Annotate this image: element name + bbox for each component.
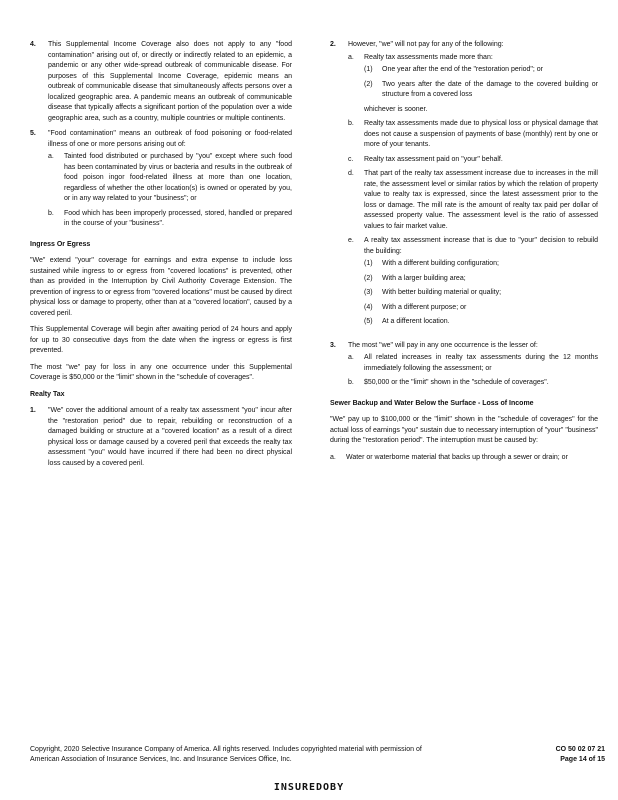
sub-tail-text: whichever is sooner. [364,105,428,113]
sub-sub-item-4 [364,303,598,314]
sub-text: Realty tax assessment paid on "your" behalf. [364,155,503,163]
item-number: 2. [330,41,336,48]
item-number: 3. [330,341,336,349]
sub-sub-item-2 [364,80,598,101]
sub-text: All related increases in realty tax assessments during the 12 months immediately following the assessment; or [364,354,598,372]
sub-item-c [348,155,598,166]
sub-sub-item-1 [364,259,598,270]
sub-sub-text: Two years after the date of the damage to the covered building or structure from a covered loss [382,80,598,98]
sub-sub-text: At a different location. [382,318,450,325]
sub-sub-text: With a larger building area; [382,274,466,282]
sub-letter: a. [348,53,354,61]
right-column [330,40,598,467]
item-text: This Supplemental Income Coverage also does not apply to any "food contamination" arising out of, or directly or indirectly related to an epidemic, a pandemic or any other wide-spread outbreak of communicable disease. For purposes of this Supplemental Income Coverage, epidemic means an outbreak of communicable disease that simultaneously affects persons over a localized geographic area. A pandemic means an outbreak of communicable disease that typically affects a significant portion of the population over a wide geographic area, such as a country, multiple countries or multiple continents. [48,41,292,122]
sub-letter: c. [348,155,354,163]
sub-letter: b. [48,209,54,217]
item-number: 1. [30,407,36,414]
sub-item-b [348,119,598,151]
section-heading-sewer-backup: Sewer Backup and Water Below the Surface - Loss of Income [330,399,534,407]
sub-text: A realty tax assessment increase that is due to "your" decision to rebuild the building: [364,237,598,255]
sub-sub-text: With a different purpose; or [382,303,467,311]
list-item-4 [30,40,292,124]
sub-letter: a. [48,153,54,160]
left-column [30,40,292,474]
list-item-2 [330,40,598,336]
sub-text: Realty tax assessments made due to physical loss or physical damage that does not cause a suspension of payments of base (monthly) rent by one or more of your tenants. [364,120,598,148]
page-number: Page 14 of 15 [560,756,605,763]
sub-text: Water or waterborne material that backs up through a sewer or drain; or [346,453,568,461]
sub-sub-number: (1) [364,66,373,73]
footer-form-info [495,745,605,765]
sub-sub-text: With a different building configuration; [382,260,499,267]
sub-letter: d. [348,170,354,177]
sub-sub-number: (5) [364,318,373,325]
section-heading-realty-tax: Realty Tax [30,390,65,398]
sub-letter: b. [348,120,354,127]
sub-text: Food which has been improperly processed, stored, handled or prepared in the course of your "business". [64,209,292,227]
sub-item-e [348,236,598,332]
sub-sub-number: (3) [364,289,373,296]
paragraph: "We" pay up to $100,000 or the "limit" shown in the "schedule of coverages" for the actual loss of earnings "you" sustain due to necessary interruption of "your" "business" during the "restoration period". The interruption must be caused by: [330,416,598,444]
item-number: 5. [30,130,36,137]
section-heading-ingress: Ingress Or Egress [30,240,91,248]
item-text: "We" cover the additional amount of a realty tax assessment "you" incur after the "restoration period" due to repair, rebuilding or reconstruction of a damaged building or structure at a "covered location" as a result of a direct physical loss or damage caused by a covered peril that exceeds the realty tax assessment "you" would have incurred if there had been no direct physical loss caused by a covered peril. [48,407,292,467]
form-number: CO 50 02 07 21 [555,746,605,753]
brand-watermark: INSUREDOBY [273,782,345,793]
sub-sub-number: (4) [364,303,373,311]
sub-text: That part of the realty tax assessment increase due to increases in the mill rate, the assessment level or similar ratios by which the relation of property value to realty tax is expressed, since the latest assessment prior to the loss or damage. The mill rate is the amount of realty tax paid per dollar of assessed property value. The assessment level is the ratio of assessed values to fair market value. [364,170,598,230]
item-text: "Food contamination" means an outbreak of food poisoning or food-related illness of one or more persons arising out of: [48,130,292,148]
paragraph: The most "we" pay for loss in any one occurrence under this Supplemental Coverage is $50,000 or the "limit" shown in the "schedule of coverages". [30,363,292,381]
list-item-5 [30,129,292,234]
sub-item-a [348,353,598,374]
sub-sub-item-3 [364,288,598,299]
sub-sub-item-2 [364,274,598,285]
sub-text: Tainted food distributed or purchased by "you" except where such food has been contaminated by virus or bacteria and results in the outbreak of food poison ingor food-related illness at more than one location, regardless of whether the other location(s) is owned or operated by you, or in any way related to your "business"; or [64,153,292,202]
paragraph: "We" extend "your" coverage for earnings and extra expense to include loss sustained while ingress to or egress from "covered locations" is prevented, other than as provided in the Interruption by Civil Authority Coverage Extension. The prevention of ingress to or egress from "covered locations" must be caused by direct physical loss or damage to property, other than at a "covered location", caused by a covered peril. [30,257,292,317]
item-number: 4. [30,41,36,48]
sub-sub-number: (1) [364,260,373,267]
list-item-1 [30,406,292,469]
sub-item-b [48,209,292,230]
sub-item-a [48,152,292,205]
sub-letter: a. [348,354,354,361]
sub-text: Realty tax assessments made more than: [364,53,493,61]
paragraph: This Supplemental Coverage will begin after awaiting period of 24 hours and apply for up to 30 consecutive days from the date when the ingress or egress is first prevented. [30,326,292,354]
sub-item-b [348,378,598,389]
sub-sub-text: With better building material or quality; [382,289,502,296]
sub-letter: e. [348,237,354,244]
sub-item-a [348,53,598,116]
sub-letter: a. [330,453,336,461]
sub-text: $50,000 or the "limit" shown in the "schedule of coverages". [364,379,549,386]
sub-item-d [348,169,598,232]
sub-item-a [330,453,598,464]
sub-letter: b. [348,379,354,386]
sub-sub-item-1 [364,65,598,76]
sub-sub-number: (2) [364,80,373,88]
sub-sub-item-5 [364,317,598,328]
sub-sub-text: One year after the end of the "restoration period"; or [382,66,544,73]
item-text: The most "we" will pay in any one occurrence is the lesser of: [348,341,538,349]
footer-copyright: Copyright, 2020 Selective Insurance Company of America. All rights reserved. Includes copyrighted material with permission of American Association of Insurance Services, Inc. and Insurance Services Office, Inc. [30,746,422,763]
item-text: However, "we" will not pay for any of the following: [348,41,504,48]
list-item-3 [330,341,598,393]
sub-sub-number: (2) [364,274,373,282]
